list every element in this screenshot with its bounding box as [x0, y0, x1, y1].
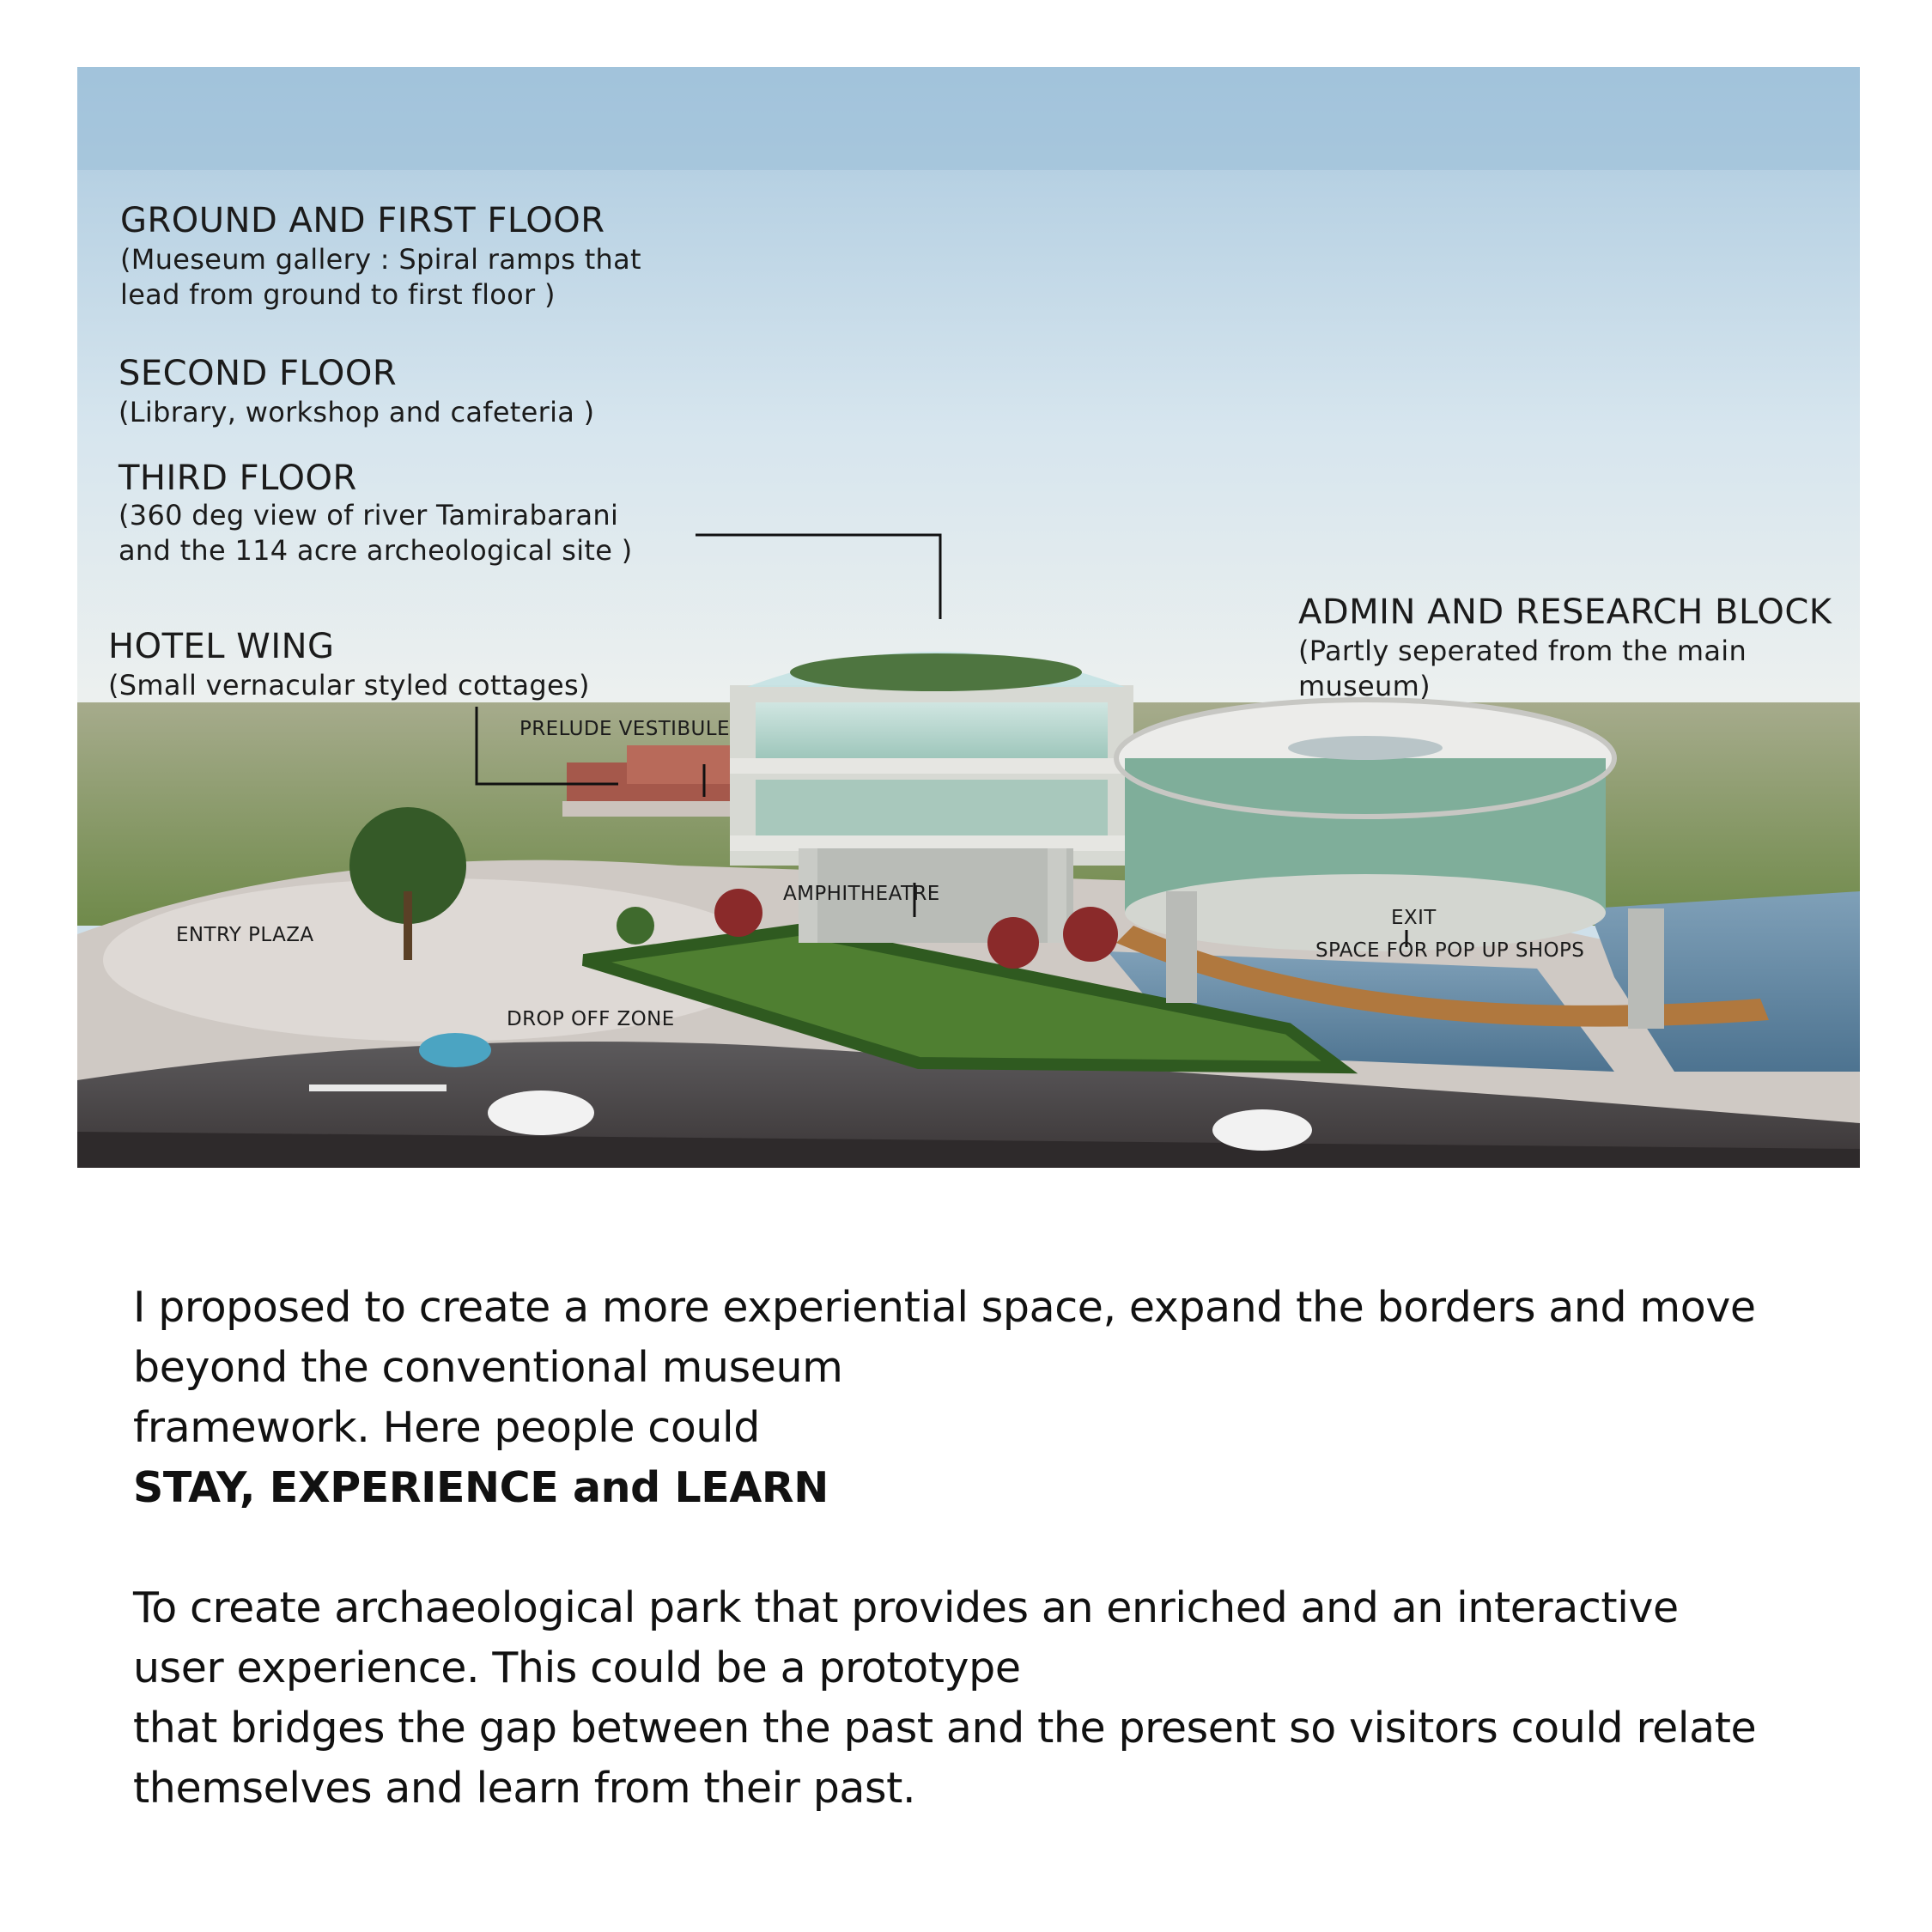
description-line: that bridges the gap between the past and the present so visitors could relate: [133, 1704, 1757, 1753]
pop-up-shops-label: SPACE FOR POP UP SHOPS: [1315, 939, 1585, 962]
description-line: beyond the conventional museum: [133, 1343, 843, 1392]
second-floor-title: SECOND FLOOR: [118, 354, 398, 393]
ground-first-floor-title: GROUND AND FIRST FLOOR: [120, 201, 605, 240]
second-floor-detail: (Library, workshop and cafeteria ): [118, 396, 595, 428]
admin-research-block-title: ADMIN AND RESEARCH BLOCK: [1298, 592, 1832, 632]
drop-off-zone-label: DROP OFF ZONE: [507, 1008, 675, 1030]
project-description: [133, 1278, 1859, 1819]
hotel-wing-title: HOTEL WING: [108, 627, 335, 666]
architectural-rendering: [77, 67, 1860, 1168]
amphitheatre-label: AMPHITHEATRE: [783, 883, 940, 905]
third-floor-detail: (360 deg view of river Tamirabarani and the 114 acre archeological site ): [118, 499, 633, 567]
admin-research-block-detail: (Partly seperated from the main museum): [1298, 635, 1747, 702]
paragraph-gap: [133, 1518, 1859, 1578]
description-line: user experience. This could be a prototype: [133, 1643, 1021, 1692]
description-line: framework. Here people could: [133, 1403, 760, 1452]
ground-first-floor-detail: (Mueseum gallery : Spiral ramps that lead from ground to first floor ): [120, 243, 641, 311]
prelude-vestibule-label: PRELUDE VESTIBULE: [519, 718, 730, 740]
description-line: To create archaeological park that provides an enriched and an interactive: [133, 1583, 1679, 1632]
hotel-wing-detail: (Small vernacular styled cottages): [108, 669, 590, 702]
description-line: themselves and learn from their past.: [133, 1764, 916, 1813]
description-line: I proposed to create a more experiential space, expand the borders and move: [133, 1283, 1756, 1332]
entry-plaza-label: ENTRY PLAZA: [176, 924, 314, 946]
exit-label: EXIT: [1391, 907, 1437, 929]
description-emphasis: STAY, EXPERIENCE and LEARN: [133, 1463, 829, 1512]
third-floor-title: THIRD FLOOR: [118, 459, 357, 498]
